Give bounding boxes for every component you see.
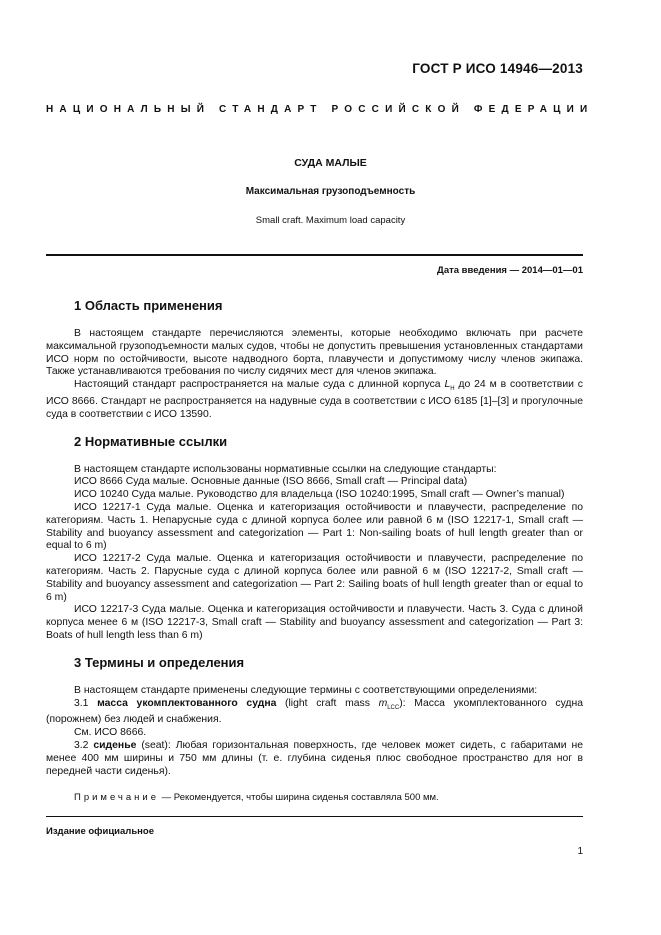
document-body bbox=[46, 298, 583, 805]
section-1-heading: 1 Область применения bbox=[74, 298, 223, 313]
note: Примечание — Рекомендуется, чтобы ширина сиденья составляла 500 мм. bbox=[74, 792, 439, 804]
term-see-reference: См. ИСО 8666. bbox=[74, 727, 147, 739]
edition-label: Издание официальное bbox=[46, 826, 154, 837]
reference-iso-10240: ИСО 10240 Суда малые. Руководство для владельца (ISO 10240:1995, Small craft — Owner’s manual) bbox=[74, 489, 565, 501]
document-title-english: Small craft. Maximum load capacity bbox=[255, 215, 406, 226]
section-3-heading: 3 Термины и определения bbox=[74, 654, 245, 670]
header-divider bbox=[46, 254, 583, 256]
section-3-paragraph: В настоящем стандарте применены следующие термины с соответствующими определениями: bbox=[74, 684, 538, 696]
introduction-date: Дата введения — 2014—01—01 bbox=[437, 265, 583, 276]
section-1-paragraph: В настоящем стандарте перечисляются элементы, которые необходимо включать при расчете максимальной грузоподъемности малых судов, чтобы не допустить превышения установленных стандартами ИСО норм по остойчивости, высоте надводного борта, плавучести и допустимому числу членов экипажа. Также устанавливаются требования по числу сидячих мест для членов экипажа. bbox=[46, 328, 583, 378]
document-code: ГОСТ Р ИСО 14946—2013 bbox=[412, 61, 583, 76]
section-1-paragraph-2: Настоящий стандарт распространяется на малые суда с длинной корпуса $L_H$ до 24 м в соответствии с ИСО 8666. Стандарт не распространяется на надувные суда в соответствии с ИСО 6185 [1]–[3] и прогулочные суда в соответствии с ИСО 13590. bbox=[46, 379, 583, 420]
reference-iso-8666: ИСО 8666 Суда малые. Основные данные (ISO 8666, Small craft — Principal data) bbox=[74, 476, 468, 488]
section-2-heading: 2 Нормативные ссылки bbox=[74, 433, 228, 449]
page-number: 1 bbox=[577, 846, 583, 857]
reference-iso-12217-2: ИСО 12217-2 Суда малые. Оценка и категоризация остойчивости и плавучести, распределение по категориям. Часть 2. Парусные суда с длиной корпуса более или равной 6 м (ISO 12217-2, Small craft — Stability and buoyancy assessment and categorization — Part 2: Sailing boats of hull length greater than or equal to 6 m) bbox=[46, 553, 583, 603]
reference-iso-12217-3: ИСО 12217-3 Суда малые. Оценка и категоризация остойчивости и плавучести. Часть 3. Суда с длиной корпуса менее 6 м (ISO 12217-3, Small craft — Stability and buoyancy assessment and categorization — Part 3: Boats of hull length less than 6 m) bbox=[46, 604, 583, 642]
reference-iso-12217-1: ИСО 12217-1 Суда малые. Оценка и категоризация остойчивости и плавучести, распределение по категориям. Часть 1. Непарусные суда с длиной корпуса более или равной 6 м (ISO 12217-1, Small craft — Stability and buoyancy assessment and categorization — Part 1: Non-sailing boats of hull length greater than or equal to 6 m) bbox=[46, 502, 583, 552]
term-seat: 3.2 сиденье (seat): Любая горизонтальная поверхность, где человек может сидеть, с габаритами не менее 400 мм ширины и 750 мм длины (т. е. глубина сиденья плюс свободное пространство для ног в передней части сиденья). bbox=[46, 740, 583, 777]
document-subtitle: Максимальная грузоподъемность bbox=[245, 186, 416, 197]
term-light-craft-mass: 3.1 масса укомплектованного судна (light craft mass $m_{LCC}$): Масса укомплектованного судна (порожнем) без людей и снабжения. bbox=[46, 697, 583, 726]
national-standard-banner: НАЦИОНАЛЬНЫЙ СТАНДАРТ РОССИЙСКОЙ ФЕДЕРАЦИИ bbox=[46, 104, 594, 115]
footer-divider bbox=[46, 816, 583, 817]
document-title: СУДА МАЛЫЕ bbox=[294, 157, 367, 169]
section-2-paragraph: В настоящем стандарте использованы нормативные ссылки на следующие стандарты: bbox=[74, 463, 497, 475]
length-variable: L bbox=[444, 379, 451, 391]
